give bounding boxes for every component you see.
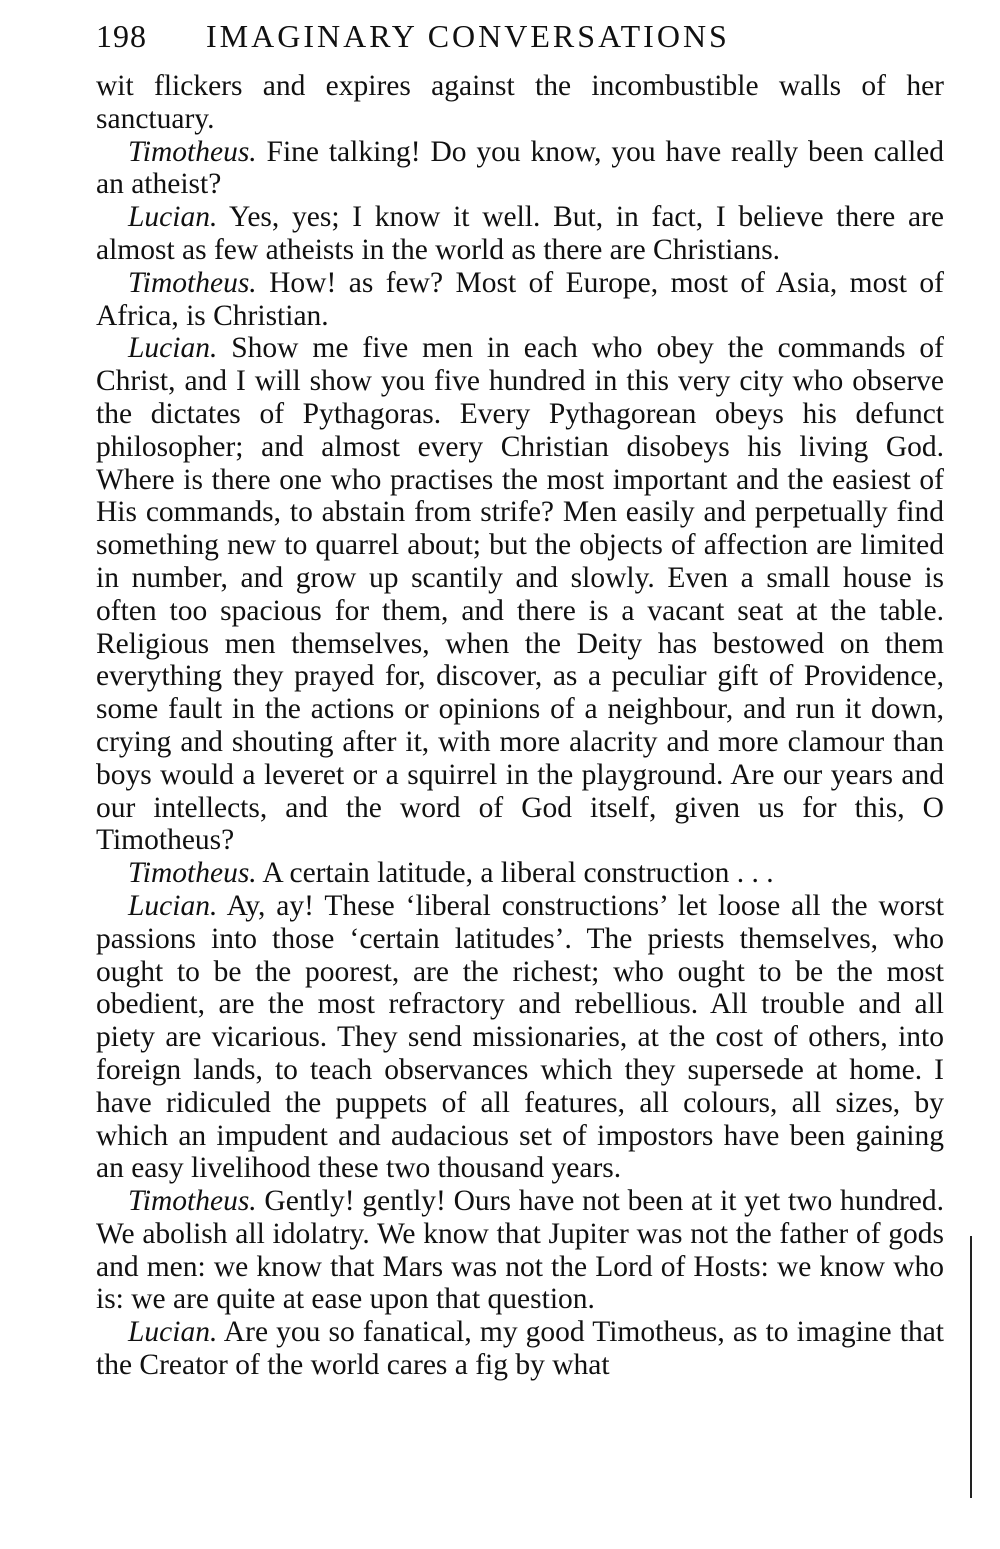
speaker-name: Timotheus. <box>128 857 257 890</box>
dialogue-paragraph <box>96 267 944 333</box>
dialogue-paragraph <box>96 201 944 267</box>
dialogue-paragraph <box>96 136 944 202</box>
dialogue-paragraph <box>96 1316 944 1382</box>
paragraph-text: Show me five men in each who obey the commands of Christ, and I will show you five hundred in this very city who observe the dictates of Pythagoras. Every Pythagorean obeys his defunct philosopher; and almost every Christian disobeys his living God. Where is there one who practises the most important and the easiest of His commands, to abstain from strife? Men easily and perpetually find something new to quarrel about; but the objects of affection are limited in number, and grow up scantily and slowly. Even a small house is often too spacious for them, and there is a vacant seat at the table. Religious men themselves, when the Deity has bestowed on them everything they prayed for, discover, as a peculiar gift of Providence, some fault in the actions or opinions of a neighbour, and run it down, crying and shouting after it, with more alacrity and more clamour than boys would a leveret or a squirrel in the playground. Are our years and our intellects, and the word of God itself, given us for this, O Timotheus? <box>96 332 944 857</box>
speaker-name: Timotheus. <box>128 266 257 299</box>
speaker-name: Lucian. <box>128 1316 218 1349</box>
speaker-name: Timotheus. <box>128 1185 257 1218</box>
paragraph-text: How! as few? Most of Europe, most of Asia, most of Africa, is Christian. <box>96 266 944 332</box>
paragraph-text: Yes, yes; I know it well. But, in fact, I believe there are almost as few atheists in the world as there are Christians. <box>96 201 944 266</box>
body-text <box>96 70 944 1382</box>
speaker-name: Lucian. <box>128 889 218 922</box>
paragraph-text: Ay, ay! These ‘liberal constructions’ let loose all the worst passions into those ‘certain latitudes’. The priests themselves, who ought to be the poorest, are the richest; who ought to be the most obedient, are the most refractory and rebellious. All trouble and all piety are vicarious. They send missionaries, at the cost of others, into foreign lands, to teach observances which they supersede at home. I have ridiculed the puppets of all features, all colours, all sizes, by which an impudent and audacious set of impostors have been gaining an easy livelihood these two thousand years. <box>96 889 944 1185</box>
speaker-name: Lucian. <box>128 332 218 365</box>
dialogue-paragraph <box>96 857 944 890</box>
speaker-name: Lucian. <box>128 201 218 234</box>
paragraph-text: Gently! gently! Ours have not been at it yet two hundred. We abolish all idolatry. We know that Jupiter was not the father of gods and men: we know that Mars was not the Lord of Hosts: we know who is: we are quite at ease upon that question. <box>96 1185 944 1316</box>
paragraph-text: wit flickers and expires against the incombustible walls of her sanctuary. <box>96 70 944 135</box>
speaker-name: Timotheus. <box>128 135 257 168</box>
paragraph-text: Fine talking! Do you know, you have really been called an atheist? <box>96 135 944 201</box>
paragraph-text: A certain latitude, a liberal construction . . . <box>256 857 774 890</box>
running-title: IMAGINARY CONVERSATIONS <box>206 18 730 54</box>
paragraph-text: Are you so fanatical, my good Timotheus, as to imagine that the Creator of the world cares a fig by what <box>96 1316 944 1382</box>
scan-margin-line <box>970 1236 972 1498</box>
page-number: 198 <box>96 18 147 54</box>
running-header <box>96 14 856 58</box>
dialogue-paragraph <box>96 332 944 857</box>
dialogue-paragraph <box>96 890 944 1185</box>
paragraph-continuation <box>96 70 944 136</box>
dialogue-paragraph <box>96 1185 944 1316</box>
